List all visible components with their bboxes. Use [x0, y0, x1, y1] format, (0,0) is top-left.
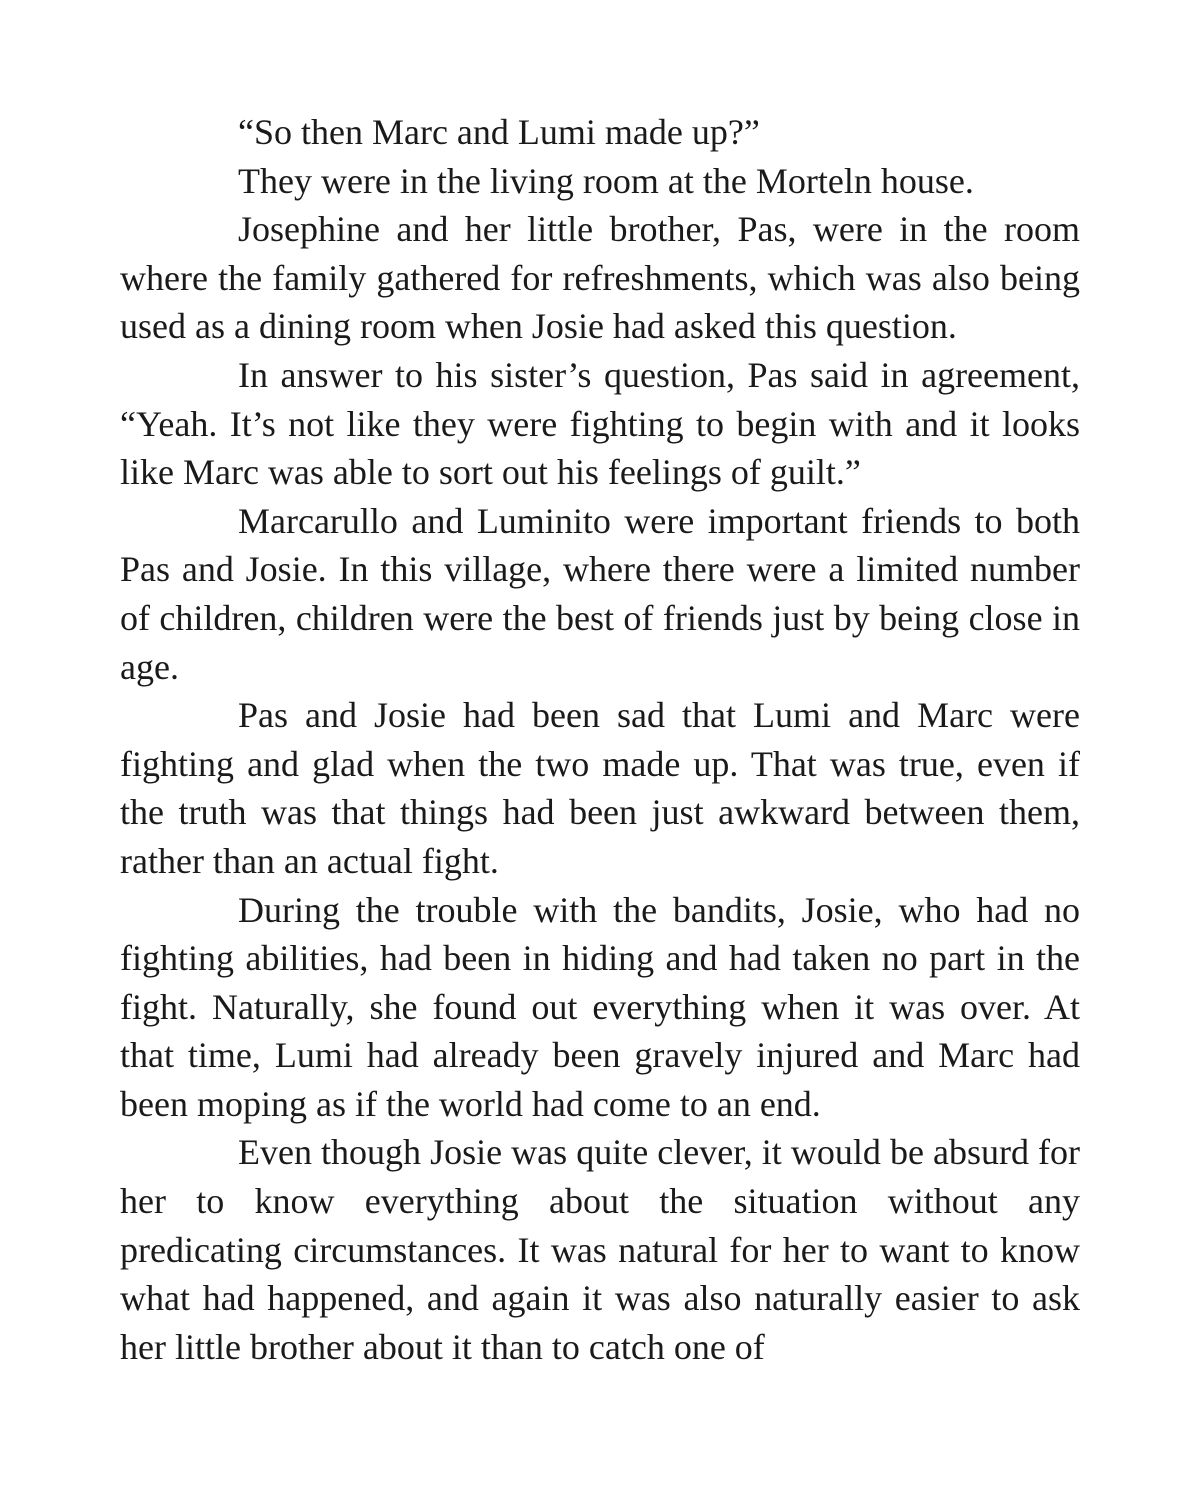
- paragraph-4: In answer to his sister’s question, Pas said in agreement, “Yeah. It’s not like they were fighting to begin with and it looks like Marc was able to sort out his feelings of guilt.”: [120, 354, 1080, 493]
- paragraph-1: “So then Marc and Lumi made up?”: [238, 112, 760, 152]
- paragraph-3: Josephine and her little brother, Pas, were in the room where the family gathered for refreshments, which was also being used as a dining room when Josie had asked this question.: [120, 209, 1080, 347]
- paragraph-6: Pas and Josie had been sad that Lumi and Marc were fighting and glad when the two made up. That was true, even if the truth was that things had been just awkward between them, rather than an actual fight.: [120, 695, 1080, 881]
- paragraph-8: Even though Josie was quite clever, it would be absurd for her to know everything about the situation without any predicating circumstances. It was natural for her to want to know what had happened, and again it was also naturally easier to ask her little brother about it than to catch one of: [120, 1132, 1080, 1367]
- paragraph-2: They were in the living room at the Morteln house.: [238, 160, 974, 201]
- text-column: [120, 108, 1080, 1371]
- paragraph-5: Marcarullo and Luminito were important friends to both Pas and Josie. In this village, where there were a limited number of children, children were the best of friends just by being close in age.: [120, 500, 1080, 687]
- paragraph-7: During the trouble with the bandits, Josie, who had no fighting abilities, had been in hiding and had taken no part in the fight. Naturally, she found out everything when it was over. At that time, Lumi had already been gravely injured and Marc had been moping as if the world had come to an end.: [120, 889, 1080, 1124]
